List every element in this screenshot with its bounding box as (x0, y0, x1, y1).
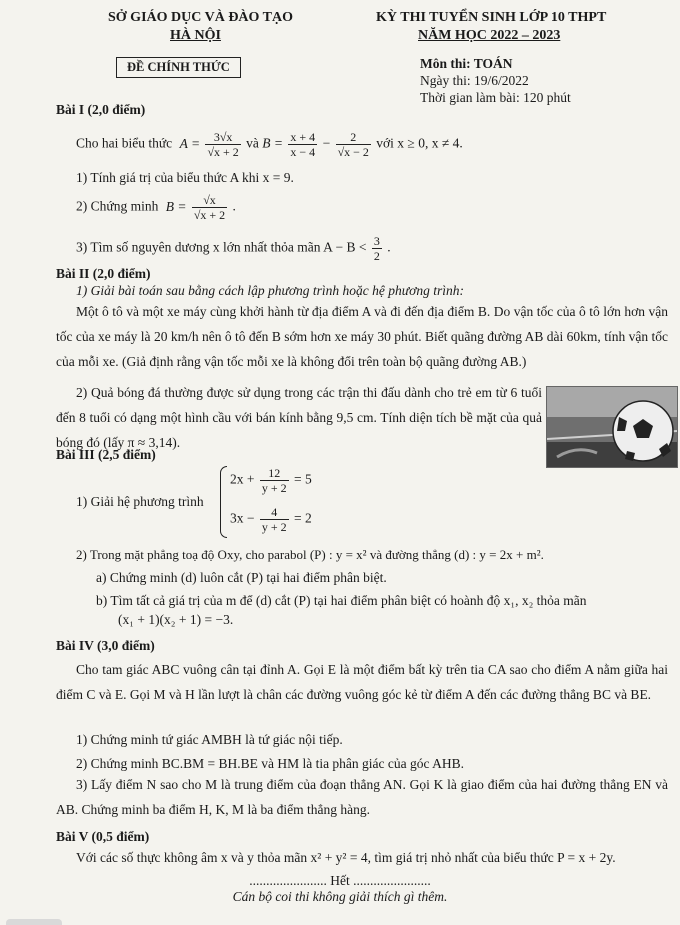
condition: với x ≥ 0, x ≠ 4. (376, 135, 463, 151)
expr-a-den: √x + 2 (207, 145, 239, 159)
section-4-q3: 3) Lấy điểm N sao cho M là trung điểm của đoạn thẳng AN. Gọi K là giao điểm của hai đường thẳng EN và AB. Chứng minh ba điểm H, K, M là ba điểm thẳng hàng. (56, 777, 668, 817)
q3-num: 3 (373, 234, 380, 248)
eq1-den: y + 2 (261, 481, 287, 495)
system-eq-2 (230, 505, 312, 534)
subject-line: Môn thi: TOÁN (420, 56, 513, 71)
eq2-num: 4 (260, 505, 289, 520)
eq1-left: 2x + (230, 471, 255, 487)
proctor-note: Cán bộ coi thi không giải thích gì thêm. (232, 889, 448, 904)
intro-text: Cho hai biểu thức (76, 135, 173, 151)
minus-sign: − (322, 135, 331, 151)
eq2-right: = 2 (294, 510, 312, 526)
school-year: NĂM HỌC 2022 – 2023 (418, 28, 561, 43)
q2-end: . (232, 198, 236, 214)
city-name: HÀ NỘI (170, 28, 221, 43)
official-exam-box: ĐỀ CHÍNH THỨC (116, 57, 241, 78)
system-brace (220, 466, 227, 538)
section-5-title: Bài V (0,5 điểm) (56, 829, 150, 844)
q2-num: √x (192, 193, 227, 208)
q2-den: √x + 2 (193, 208, 226, 222)
soccer-ball-icon (547, 387, 677, 467)
q2-text: 2) Chứng minh (76, 198, 159, 214)
expr-b-fraction-2 (336, 130, 371, 159)
exam-title: KỲ THI TUYỂN SINH LỚP 10 THPT (376, 10, 607, 25)
section-5-body: Với các số thực không âm x và y thỏa mãn x² + y² = 4, tìm giá trị nhỏ nhất của biểu thức P = x + 2y. (76, 850, 616, 865)
expr-b-den-2: √x − 2 (337, 145, 369, 159)
section-1-title: Bài I (2,0 điểm) (56, 102, 146, 117)
section-3-q2a: a) Chứng minh (d) luôn cắt (P) tại hai điểm phân biệt. (96, 570, 387, 585)
expr-b-fraction-1 (288, 130, 317, 159)
exam-date: Ngày thi: 19/6/2022 (420, 73, 529, 88)
expr-a-fraction (205, 130, 240, 159)
q3-text: 3) Tìm số nguyên dương x lớn nhất thỏa mãn A − B < (76, 239, 367, 255)
eq1-num: 12 (260, 466, 289, 481)
end-marker: ....................... Hết ....................... (249, 873, 431, 888)
section-3-q2b-eq: (x₁ + 1)(x₂ + 1) = −3. (118, 612, 234, 627)
eq2-fraction (260, 505, 289, 534)
eq2-left: 3x − (230, 510, 255, 526)
exam-duration: Thời gian làm bài: 120 phút (420, 90, 571, 105)
section-2-title: Bài II (2,0 điểm) (56, 266, 151, 281)
section-3-q2: 2) Trong mặt phẳng toạ độ Oxy, cho parabol (P) : y = x² và đường thẳng (d) : y = 2x + m². (76, 547, 544, 562)
section-4-q2: 2) Chứng minh BC.BM = BH.BE và HM là tia phân giác của góc AHB. (76, 756, 465, 771)
scroll-handle[interactable] (6, 919, 62, 925)
soccer-ball-photo (546, 386, 678, 468)
section-3-q2b: b) Tìm tất cả giá trị của m để (d) cắt (P) tại hai điểm phân biệt có hoành độ x₁, x₂ thỏa mãn (96, 593, 587, 608)
section-2-p2-body: 2) Quả bóng đá thường được sử dụng trong các trận thi đấu dành cho trẻ em từ 6 tuổi đến 8 tuổi có dạng một hình cầu với bán kính bằng 9,5 cm. Tính diện tích bề mặt của quả bóng đó (lấy π ≈ 3,14). (56, 385, 542, 450)
system-eq-1 (230, 466, 312, 495)
section-4-title: Bài IV (3,0 điểm) (56, 638, 155, 653)
section-1-q1: 1) Tính giá trị của biểu thức A khi x = 9. (76, 170, 294, 185)
section-4-intro: Cho tam giác ABC vuông cân tại đỉnh A. Gọi E là một điểm bất kỳ trên tia CA sao cho điểm A nằm giữa hai điểm C và E. Gọi M và H lần lượt là chân các đường vuông góc kẻ từ điểm A đến các đường thẳng BC và BE. (56, 662, 668, 702)
section-1-q3 (76, 234, 391, 263)
and-word: và (246, 135, 259, 151)
dept-name: SỞ GIÁO DỤC VÀ ĐÀO TẠO (108, 10, 294, 25)
q3-end: . (387, 239, 391, 255)
section-3-title: Bài III (2,5 điểm) (56, 447, 156, 462)
section-3-q1: 1) Giải hệ phương trình (76, 494, 204, 509)
q3-den: 2 (373, 249, 380, 263)
section-1-q2 (76, 193, 236, 222)
q2-lhs: B = (165, 198, 187, 214)
expr-a-num: 3√x (205, 130, 240, 145)
expr-b-lhs: B = (262, 135, 284, 151)
expr-b-num-2: 2 (336, 130, 371, 145)
expr-b-den-1: x − 4 (290, 145, 316, 159)
eq2-den: y + 2 (261, 520, 287, 534)
expr-a-lhs: A = (179, 135, 201, 151)
section-1-intro (76, 130, 463, 159)
eq1-fraction (260, 466, 289, 495)
expr-b-num-1: x + 4 (290, 130, 316, 144)
q2-fraction (192, 193, 227, 222)
eq1-right: = 5 (294, 471, 312, 487)
section-2-p1-heading: 1) Giải bài toán sau bằng cách lập phương trình hoặc hệ phương trình: (76, 283, 464, 298)
section-2-p1-body: Một ô tô và một xe máy cùng khởi hành từ địa điểm A và đi đến địa điểm B. Do vận tốc của ô tô lớn hơn vận tốc của xe máy là 20 km/h nên ô tô đến B sớm hơn xe máy 30 phút. Biết quãng đường AB dài 60km, tính vận tốc của mỗi xe. (Giả định rằng vận tốc mỗi xe là không đổi trên toàn bộ quãng đường AB.) (56, 304, 668, 369)
section-4-q1: 1) Chứng minh tứ giác AMBH là tứ giác nội tiếp. (76, 732, 343, 747)
q3-fraction (372, 234, 382, 263)
